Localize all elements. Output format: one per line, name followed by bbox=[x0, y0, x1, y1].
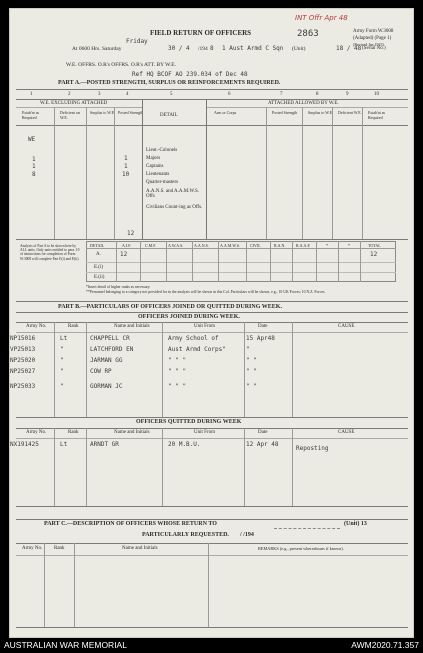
joined-date: " " bbox=[246, 357, 257, 364]
joined-army-no: VP25013 bbox=[10, 346, 36, 353]
qcol-date: Date bbox=[258, 430, 268, 435]
analysis-text: Analysis of Part A to be shown here by ALL units. Only units entitled to para. 10 of instructions for completion of Form W.3008 will complete Part E(i) and E(ii). bbox=[20, 244, 80, 261]
form-title: FIELD RETURN OF OFFICERS bbox=[150, 29, 252, 37]
col-num-9: 9 bbox=[346, 92, 349, 97]
rank-majors: Majors bbox=[146, 156, 161, 161]
part-c-title: PART C.—DESCRIPTION OF OFFICERS WHOSE RETURN TO bbox=[44, 521, 217, 527]
col-estab-att: Estab'nt as Required bbox=[368, 110, 386, 120]
col-detail: DETAIL bbox=[160, 113, 178, 118]
qcol-rank: Rank bbox=[68, 430, 79, 435]
joined-unit: Army School of bbox=[168, 335, 219, 342]
rank-civilians: Civilians Count-ing as Offs. bbox=[146, 205, 203, 210]
an-col-raaf: R.A.A.F. bbox=[296, 243, 311, 248]
qcol-unit: Unit From bbox=[194, 430, 215, 435]
estab-majors: 1 bbox=[32, 156, 36, 163]
col-deficient: Deficient on W.E. bbox=[60, 110, 80, 120]
an-row-ei: E.(i) bbox=[94, 265, 104, 270]
an-col-ran: R.A.N. bbox=[274, 243, 286, 248]
form-number: 2863 bbox=[297, 29, 319, 39]
time-label: At 0600 Hrs. Saturday bbox=[72, 46, 122, 52]
handwritten-note: INT Offr Apr 48 bbox=[295, 14, 348, 22]
qcol-name: Name and Initials bbox=[114, 430, 150, 435]
joined-date: 15 Apr48 bbox=[246, 335, 275, 342]
col-surplus: Surplus to W.E. bbox=[90, 110, 116, 115]
posted-lieutenants: 10 bbox=[122, 171, 130, 178]
quitted-date: 12 Apr 48 bbox=[246, 441, 279, 448]
year-label: /194 bbox=[198, 46, 208, 52]
jcol-rank: Rank bbox=[68, 324, 79, 329]
total-posted: 12 bbox=[127, 230, 135, 237]
jcol-name: Name and Initials bbox=[114, 324, 150, 329]
joined-name: GORMAN JC bbox=[90, 383, 123, 390]
joined-army-no: NP25033 bbox=[10, 383, 36, 390]
joined-date: " bbox=[246, 346, 250, 353]
joined-date: " " bbox=[246, 368, 257, 375]
ccol-remarks: REMARKS (e.g., present whereabouts if known). bbox=[258, 546, 344, 551]
col-num-8: 8 bbox=[316, 92, 319, 97]
joined-rank: Lt bbox=[60, 335, 68, 342]
col-surplus-att: Surplus to W.E. bbox=[308, 110, 334, 115]
ccol-rank: Rank bbox=[54, 546, 65, 551]
posted-majors: 1 bbox=[124, 155, 128, 162]
jcol-cause: CAUSE bbox=[338, 324, 355, 329]
joined-rank: " bbox=[60, 346, 64, 353]
quitted-cause: Reposting bbox=[296, 445, 329, 452]
army-form-label: Army Form W.3008 bbox=[353, 29, 394, 34]
rank-aans: A.A.N.S. and A.A.M.W.S. Offs bbox=[146, 189, 200, 199]
joined-army-no: NP25020 bbox=[10, 357, 36, 364]
an-total-value: 12 bbox=[370, 251, 378, 258]
part-c-date: / /194 bbox=[240, 532, 254, 538]
an-col-aans: A.A.N.S. bbox=[194, 243, 209, 248]
an-aif-value: 12 bbox=[120, 251, 128, 258]
ccol-army-no: Army No. bbox=[22, 546, 43, 551]
footnote-2: **Personnel belonging to a category not provided for in the analysis will be shown in this Col. Particulars will be shown, e.g., 10 UK Forces; 10 N.Z. Forces. bbox=[86, 290, 326, 294]
jcol-army-no: Army No. bbox=[26, 324, 47, 329]
joined-unit: " " " bbox=[168, 357, 187, 364]
right-group-header: ATTACHED ALLOWED BY W.E. bbox=[268, 101, 339, 106]
col-num-5: 5 bbox=[170, 92, 173, 97]
rank-captains: Captains bbox=[146, 164, 164, 169]
part-b-title: PART B.—PARTICULARS OF OFFICERS JOINED OR QUITTED DURING WEEK. bbox=[58, 304, 282, 310]
joined-rank: " bbox=[60, 357, 64, 364]
serial-label: (Serial No.) bbox=[362, 46, 386, 51]
joined-name: COW RP bbox=[90, 368, 112, 375]
joined-rank: " bbox=[60, 368, 64, 375]
joined-name: CHAPPELL CR bbox=[90, 335, 130, 342]
footnote-1: *Insert detail of higher ranks as necessary. bbox=[86, 285, 151, 289]
estab-lieutenants: 8 bbox=[32, 171, 36, 178]
year-typed: 8 bbox=[210, 45, 214, 52]
an-row-eii: E.(ii) bbox=[94, 275, 105, 280]
part-a-title: PART A.—POSTED STRENGTH, SURPLUS OR REINFORCEMENTS REQUIRED. bbox=[58, 80, 281, 86]
return-date: 30 / 4 bbox=[168, 45, 190, 52]
col-num-10: 10 bbox=[374, 92, 379, 97]
joined-unit: Aust Armd Corps" bbox=[168, 346, 226, 353]
joined-unit: " " " bbox=[168, 383, 187, 390]
col-num-6: 6 bbox=[228, 92, 231, 97]
part-c-title-2: PARTICULARLY REQUESTED. bbox=[142, 532, 229, 538]
unit-label: (Unit) bbox=[292, 46, 306, 52]
qcol-army-no: Army No. bbox=[26, 430, 47, 435]
footer-accession: AWM2020.71.357 bbox=[351, 640, 419, 650]
joined-rank: " bbox=[60, 383, 64, 390]
an-col-cmf: C.M.F. bbox=[145, 243, 157, 248]
unit-name: 1 Aust Armd C Sqn bbox=[222, 45, 284, 52]
col-estab: Estab'nt as Required bbox=[22, 110, 40, 120]
rank-lt-col: Lieut.-Colonels bbox=[146, 148, 178, 153]
rank-qm: Quarter-masters bbox=[146, 180, 179, 185]
typed-day: Friday bbox=[126, 38, 148, 45]
we-typed: WE bbox=[28, 136, 36, 143]
an-col-aamws: A.A.M.W.S. bbox=[220, 243, 240, 248]
footer-credit: AUSTRALIAN WAR MEMORIAL bbox=[4, 640, 127, 650]
quitted-army-no: NX191425 bbox=[10, 441, 39, 448]
quitted-name: ARNDT GR bbox=[90, 441, 119, 448]
col-num-3: 3 bbox=[98, 92, 101, 97]
serial-number: 18 / 48 bbox=[336, 45, 362, 52]
jcol-date: Date bbox=[258, 324, 268, 329]
quitted-rank: Lt bbox=[60, 441, 68, 448]
estab-captains: 1 bbox=[32, 163, 36, 170]
col-posted-att: Posted Strength bbox=[272, 110, 298, 115]
jcol-unit: Unit From bbox=[194, 324, 215, 329]
an-col-total: TOTAL bbox=[368, 243, 381, 248]
joined-title: OFFICERS JOINED DURING WEEK. bbox=[138, 314, 240, 320]
left-group-header: W.E. EXCLUDING ATTACHED bbox=[40, 101, 108, 106]
an-row-a: A. bbox=[96, 252, 101, 257]
we-line: W.E. OFFRS. O.R's OFFRS. O.R's ATT. BY W.E. bbox=[66, 62, 176, 68]
col-deficient-att: Deficient W.E. bbox=[338, 110, 362, 115]
reference-line: Ref HQ BCOF AO 239.034 of Dec 48 bbox=[132, 71, 248, 78]
qcol-cause: CAUSE bbox=[338, 430, 355, 435]
col-num-1: 1 bbox=[30, 92, 33, 97]
revised-label: (Revised Jan 1943) bbox=[353, 42, 384, 47]
col-num-4: 4 bbox=[126, 92, 129, 97]
quitted-title: OFFICERS QUITTED DURING WEEK bbox=[136, 419, 242, 425]
col-num-7: 7 bbox=[280, 92, 283, 97]
rank-lieutenants: Lieutenants bbox=[146, 172, 170, 177]
col-num-2: 2 bbox=[68, 92, 71, 97]
joined-name: JARMAN GG bbox=[90, 357, 123, 364]
an-col-awas: A.W.A.S. bbox=[168, 243, 184, 248]
an-col-detail: DETAIL bbox=[90, 243, 105, 248]
adapted-label: (Adapted) (Page 1) bbox=[353, 36, 392, 41]
an-col-aif: A.I.F. bbox=[122, 243, 132, 248]
col-posted: Posted Strength bbox=[118, 110, 144, 115]
quitted-unit: 20 M.B.U. bbox=[168, 441, 201, 448]
joined-name: LATCHFORD EN bbox=[90, 346, 134, 353]
an-col-extra-2: * bbox=[348, 243, 350, 248]
joined-army-no: NP25027 bbox=[10, 368, 36, 375]
form-page bbox=[9, 8, 414, 638]
ccol-name: Name and Initials bbox=[122, 546, 158, 551]
posted-captains: 1 bbox=[124, 163, 128, 170]
col-arm: Arm or Corps bbox=[214, 110, 237, 115]
joined-army-no: NP15016 bbox=[10, 335, 36, 342]
an-col-extra-1: * bbox=[326, 243, 328, 248]
joined-date: " " bbox=[246, 383, 257, 390]
part-c-unit-label: (Unit) 13 bbox=[344, 521, 367, 527]
joined-unit: " " " bbox=[168, 368, 187, 375]
an-col-civil: CIVIL bbox=[250, 243, 261, 248]
